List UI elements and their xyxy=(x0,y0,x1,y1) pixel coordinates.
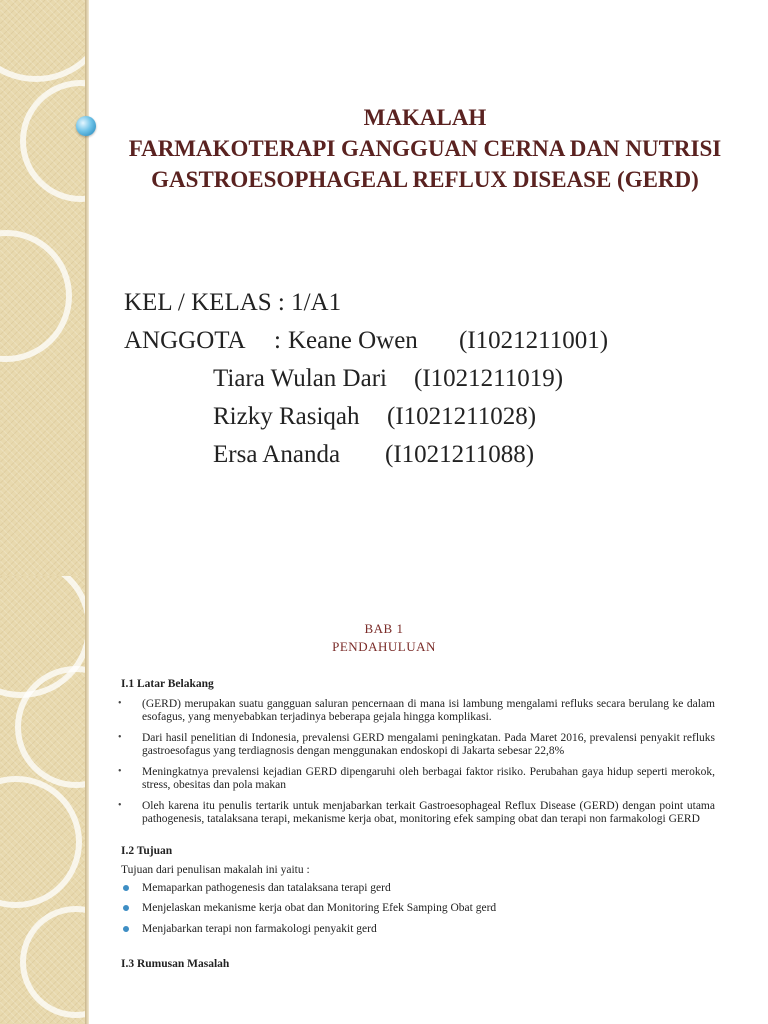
member-id: (I1021211019) xyxy=(414,365,564,392)
swirl-decoration xyxy=(20,906,132,1018)
bab-number: BAB 1 xyxy=(364,621,404,636)
decorative-sidebar xyxy=(0,0,85,576)
content-slide xyxy=(0,576,768,1024)
section-heading: I.3 Rumusan Masalah xyxy=(121,958,230,970)
bullet-icon: • xyxy=(118,799,122,811)
list-item: • Meningkatnya prevalensi kejadian GERD dipengaruhi oleh berbagai faktor risiko. Perubahan gaya hidup seperti merokok, stress, obesitas dan pola makan xyxy=(118,765,715,791)
bullet-dot-icon xyxy=(123,885,129,891)
swirl-decoration xyxy=(0,230,72,362)
class-label: KEL / KELAS : 1/A1 xyxy=(124,289,342,316)
list-item: • (GERD) merupakan suatu gangguan saluran pencernaan di mana isi lambung mengalami refluks secara berulang ke dalam esofagus, yang menyebabkan terjadinya beberapa gejala hingga komplikasi. xyxy=(118,697,715,723)
anggota-label: ANGGOTA xyxy=(124,327,246,354)
section-heading: I.1 Latar Belakang xyxy=(121,678,214,690)
bullet-icon: • xyxy=(118,697,122,709)
bullet-dot-icon xyxy=(123,926,129,932)
separator: : xyxy=(274,327,281,354)
member-name: Tiara Wulan Dari xyxy=(213,365,387,392)
member-name: Ersa Ananda xyxy=(213,441,341,468)
bullet-icon: • xyxy=(118,731,122,743)
bullet-dot-icon xyxy=(123,905,129,911)
list-item: Menjelaskan mekanisme kerja obat dan Monitoring Efek Samping Obat gerd xyxy=(121,902,715,916)
chapter-title: PENDAHULUAN xyxy=(332,639,436,654)
section-heading: I.2 Tujuan xyxy=(121,844,173,857)
objectives-list xyxy=(121,882,715,937)
title-block xyxy=(90,102,760,195)
list-item: • Oleh karena itu penulis tertarik untuk menjabarkan terkait Gastroesophageal Reflux Disease (GERD) dengan point utama pathogenesis, tatalaksana terapi, mekanisme kerja obat, monitoring efek samping obat dan terapi non farmakologi GERD xyxy=(118,799,715,825)
list-item: Memaparkan pathogenesis dan tatalaksana terapi gerd xyxy=(121,882,715,896)
chapter-heading xyxy=(0,620,768,656)
list-item: Menjabarkan terapi non farmakologi penyakit gerd xyxy=(121,923,715,937)
member-name: Rizky Rasiqah xyxy=(213,403,360,430)
title-line: GASTROESOPHAGEAL REFLUX DISEASE (GERD) xyxy=(151,167,699,192)
member-id: (I1021211088) xyxy=(385,441,535,468)
bullet-icon: • xyxy=(118,765,122,777)
swirl-decoration xyxy=(0,776,82,908)
sidebar-edge xyxy=(85,0,89,576)
swirl-decoration xyxy=(0,0,112,82)
title-line: MAKALAH xyxy=(363,105,487,130)
member-name: Keane Owen xyxy=(288,327,418,354)
section-intro: Tujuan dari penulisan makalah ini yaitu : xyxy=(121,864,310,876)
member-id: (I1021211001) xyxy=(459,327,609,354)
slide-content xyxy=(118,678,715,978)
member-id: (I1021211028) xyxy=(387,403,537,430)
list-item: • Dari hasil penelitian di Indonesia, prevalensi GERD mengalami peningkatan. Pada Maret 2016, prevalensi penyakit refluks gastroesofagus yang terdiagnosis dengan menggunakan endoskopi di Jakarta sebesar 22,8% xyxy=(118,731,715,757)
title-line: FARMAKOTERAPI GANGGUAN CERNA DAN NUTRISI xyxy=(128,136,722,161)
background-list xyxy=(118,697,715,827)
